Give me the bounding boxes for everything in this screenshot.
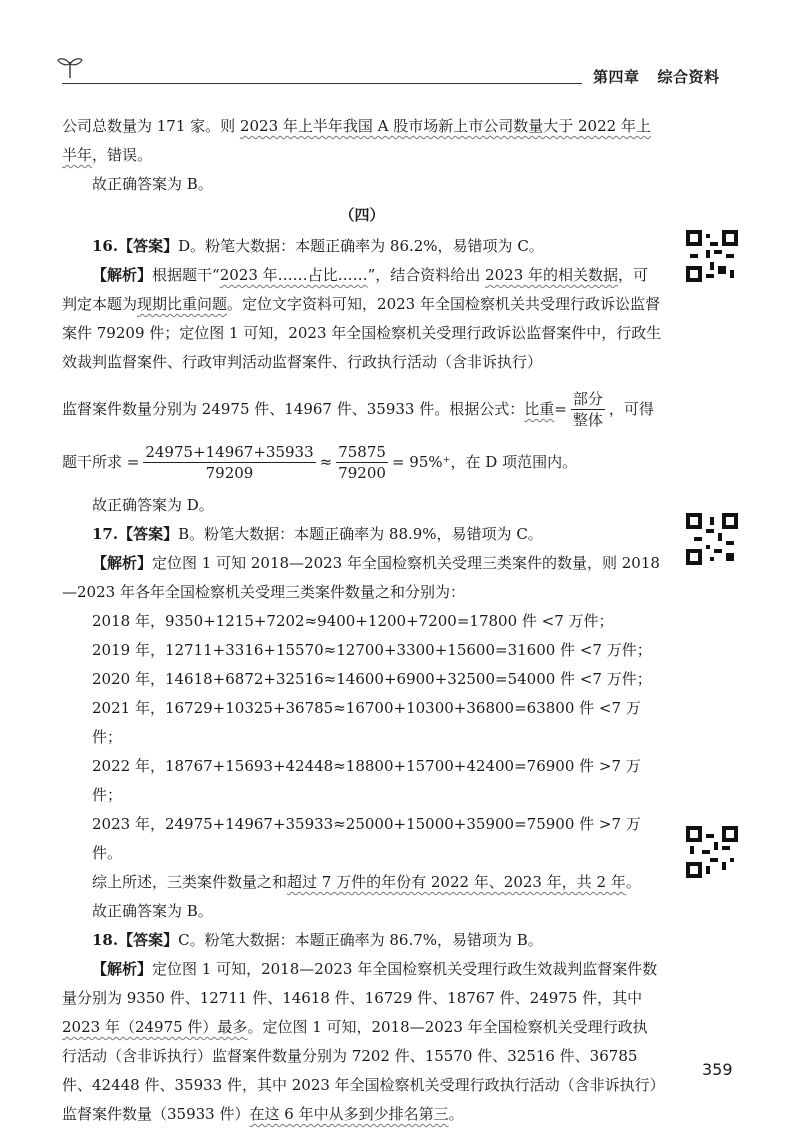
q17-row-2022: 2022 年，18767+15693+42448≈18800+15700+42400=76900 件 >7 万件； [92,757,641,804]
q17-row-2021: 2021 年，16729+10325+36785≈16700+10300+36800=63800 件 <7 万件； [92,699,641,746]
q18-answer: 18.【答案】C。粉笔大数据：本题正确率为 86.7%，易错项为 B。 [92,931,543,949]
page-header [0,0,800,100]
q17-row-2018: 2018 年，9350+1215+7202≈9400+1200+7200=17800 件 <7 万件； [92,612,614,630]
header-rule [62,83,582,84]
q17-analysis: 【解析】定位图 1 可知 2018—2023 年全国检察机关受理三类案件的数量，则 2018—2023 年各年全国检察机关受理三类案件数量之和分别为： [62,554,660,601]
ratio-fraction: $\frac{\text{部分}}{\text{整体}}$ [572,390,603,429]
q17-row-2023: 2023 年，24975+14967+35933≈25000+15000+35900=75900 件 >7 万件。 [92,815,641,862]
q17-answer: 17.【答案】B。粉笔大数据：本题正确率为 88.9%，易错项为 C。 [92,525,543,543]
paragraph-continuation: 公司总数量为 171 家。则 2023 年上半年我国 A 股市场新上市公司数量大于 2022 年上半年，错误。 [62,117,651,164]
qr-code-icon[interactable] [686,826,738,878]
q16-conclusion: 故正确答案为 D。 [92,496,214,514]
qr-code-icon[interactable] [686,230,738,282]
chapter-label: 第四章 [593,68,640,86]
page-body [62,112,662,1129]
q18-analysis: 【解析】定位图 1 可知，2018—2023 年全国检察机关受理行政生效裁判监督案件数量分别为 9350 件、12711 件、14618 件、16729 件、18767 件、24975 件，其中 2023 年（24975 件）最多。定位图 1 可知，2018—2023 年全国检察机关受理行政执行活动（含非诉执行）监督案件数量分别为 7202 件、15570 件、32516 件、36785 件、42448 件、35933 件，其中 2023 年全国检察机关受理行政执行活动（含非诉执行）监督案件数量（35933 件）在这 6 年中从多到少排名第三。 [62,960,658,1123]
q17-row-2020: 2020 年，14618+6872+32516≈14600+6900+32500=54000 件 <7 万件； [92,670,652,688]
section-title: （四） [339,206,385,224]
q16-answer: 16.【答案】D。粉笔大数据：本题正确率为 86.2%，易错项为 C。 [92,237,544,255]
calc-fraction-2: $\frac{75875}{79200}$ [338,443,386,482]
page-number: 359 [702,1060,733,1079]
qr-code-icon[interactable] [686,513,738,565]
sprout-icon [56,52,84,80]
q17-row-2019: 2019 年，12711+3316+15570≈12700+3300+15600=31600 件 <7 万件； [92,641,652,659]
calc-fraction-1: $\frac{24975+14967+35933}{79209}$ [145,443,314,482]
q16-formula-line: 监督案件数量分别为 24975 件、14967 件、35933 件。根据公式： 比重 = $\frac{\text{部分}}{\text{整体}}$ ，可得 [62,390,654,429]
chapter-heading [593,66,720,87]
q17-summary: 综上所述，三类案件数量之和超过 7 万件的年份有 2022 年、2023 年，共 2 年。 [92,873,641,891]
emphasis-text: 2023 年上半年我国 A 股市场新上市公司数量大于 2022 年上半年 [62,117,651,164]
answer-conclusion-15: 故正确答案为 B。 [92,175,213,193]
q16-calculation: 题干所求 = $\frac{24975+14967+35933}{79209}$ ≈ $\frac{75875}{79200}$ = 95%⁺，在 D 项范围内。 [62,443,578,482]
q16-analysis: 【解析】根据题干“2023 年……占比……”，结合资料给出 2023 年的相关数据，可判定本题为现期比重问题。定位文字资料可知，2023 年全国检察机关共受理行政诉讼监督案件 79209 件；定位图 1 可知，2023 年全国检察机关受理行政诉讼监督案件中，行政生效裁判监督案件、行政审判活动监督案件、行政执行活动（含非诉执行） [62,266,662,371]
q17-conclusion: 故正确答案为 B。 [92,902,213,920]
chapter-title: 综合资料 [657,68,720,86]
